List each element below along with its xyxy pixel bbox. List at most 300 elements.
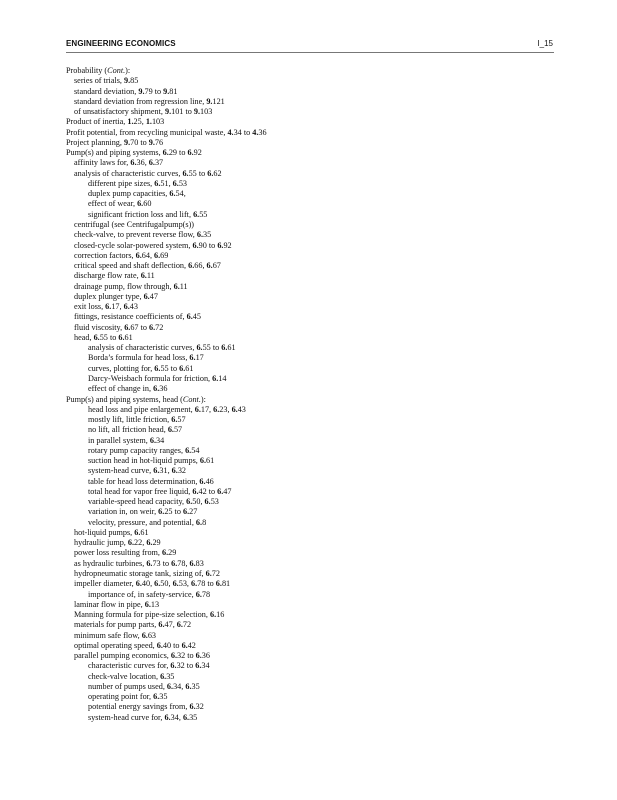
chapter-number: 9. (124, 76, 131, 86)
entry-text: 47 (223, 486, 232, 496)
chapter-number: 6. (162, 548, 169, 558)
entry-text: velocity, pressure, and potential, (88, 517, 196, 527)
entry-text: variation in, on weir, (88, 507, 159, 517)
entry-text: 90 to (198, 240, 218, 250)
index-subsubentry (66, 713, 554, 723)
entry-text: 69 (160, 250, 169, 260)
chapter-number: 6. (196, 343, 203, 353)
entry-text: 60 (143, 199, 152, 209)
entry-text: 63 (147, 630, 157, 640)
chapter-number: 6. (217, 240, 224, 250)
chapter-number: 6. (124, 322, 131, 332)
chapter-number: 6. (171, 466, 178, 476)
chapter-number: 6. (172, 579, 179, 589)
entry-text: in parallel system, (88, 435, 150, 445)
entry-text: 31, (159, 466, 172, 476)
chapter-number: 6. (135, 579, 142, 589)
entry-text: minimum safe flow, (74, 630, 142, 640)
entry-text: Borda’s formula for head loss, (88, 353, 190, 363)
entry-text: Darcy-Weisbach formula for friction, (88, 373, 213, 383)
entry-text: 35 (166, 671, 175, 681)
chapter-number: 6. (189, 353, 196, 363)
chapter-number: 6. (105, 302, 112, 312)
entry-text: materials for pump parts, (74, 620, 159, 630)
entry-text: 22, (134, 538, 147, 548)
entry-text: 103 (151, 117, 165, 127)
chapter-number: 6. (154, 363, 161, 373)
entry-text: 34, (173, 681, 186, 691)
entry-text: 32 to (177, 651, 196, 661)
index-subsubentry (66, 384, 554, 394)
entry-text: suction head in hot-liquid pumps, (88, 456, 200, 466)
index-subsubentry (66, 682, 554, 692)
running-header (66, 39, 553, 53)
entry-text: 73 to (152, 558, 172, 568)
entry-text: head, (74, 332, 94, 342)
index-main-entry (66, 138, 554, 148)
index-subentry (66, 569, 554, 579)
entry-text: 36 (258, 127, 267, 137)
entry-text: 11 (146, 271, 155, 281)
chapter-number: 1. (145, 117, 152, 127)
entry-text: 50, (192, 497, 205, 507)
entry-text: curves, plotting for, (88, 363, 155, 373)
entry-text: 34 (156, 435, 165, 445)
entry-text: 78 (201, 589, 211, 599)
index-subentry (66, 620, 554, 630)
chapter-number: 6. (221, 343, 228, 353)
entry-text: series of trials, (74, 76, 125, 86)
entry-text: discharge flow rate, (74, 271, 141, 281)
entry-text: 51, (160, 178, 173, 188)
entry-text: 57 (177, 415, 186, 425)
chapter-number: 6. (171, 558, 178, 568)
chapter-number: 6. (207, 168, 214, 178)
index-subentry (66, 631, 554, 641)
entry-text: 13 (150, 599, 160, 609)
chapter-number: 6. (127, 538, 135, 548)
entry-text: Pump(s) and piping systems, head ( (66, 394, 183, 404)
entry-text: 47, (164, 620, 177, 630)
entry-text: 35 (191, 681, 200, 691)
chapter-number: 6. (130, 158, 137, 168)
entry-text: power loss resulting from, (74, 548, 163, 558)
entry-text: analysis of characteristic curves, (74, 168, 183, 178)
entry-text: 45 (192, 312, 201, 322)
entry-text: correction factors, (74, 250, 136, 260)
chapter-number: 6. (144, 599, 151, 609)
entry-text: 78, (177, 558, 190, 568)
index-subentry (66, 323, 554, 333)
entry-text: 61 (124, 332, 133, 342)
entry-text: 85 (130, 76, 139, 86)
index-subsubentry (66, 456, 554, 466)
entry-text: duplex plunger type, (74, 291, 144, 301)
entry-text: 43 (129, 302, 138, 312)
index-subsubentry (66, 364, 554, 374)
entry-text: check-valve location, (88, 671, 161, 681)
chapter-number: 6. (192, 240, 199, 250)
chapter-number: 6. (153, 384, 160, 394)
entry-text: 61 (185, 363, 194, 373)
entry-text: fluid viscosity, (74, 322, 125, 332)
entry-text: 40, (141, 579, 155, 589)
chapter-number: 6. (162, 148, 169, 158)
index-subentry (66, 97, 554, 107)
index-subentry (66, 292, 554, 302)
chapter-number: 6. (185, 445, 192, 455)
index-subsubentry (66, 374, 554, 384)
entry-text: 64, (141, 250, 155, 260)
chapter-number: 6. (217, 486, 224, 496)
entry-text: 72 (211, 569, 220, 579)
entry-text: 70 to (130, 137, 149, 147)
index-subentry (66, 302, 554, 312)
header-rule (66, 52, 554, 53)
index-subentry (66, 251, 554, 261)
entry-text: 72 (155, 322, 164, 332)
entry-text: hydraulic jump, (74, 538, 128, 548)
chapter-number: 6. (93, 332, 100, 342)
entry-text: Profit potential, from recycling municipal waste, (66, 127, 228, 137)
chapter-number: 6. (166, 681, 174, 691)
entry-text: 61 (140, 527, 149, 537)
entry-text: table for head loss determination, (88, 476, 200, 486)
entry-text: laminar flow in pipe, (74, 599, 145, 609)
entry-text: 34, (170, 712, 183, 722)
entry-text: 55 to (188, 168, 208, 178)
chapter-number: 6. (148, 158, 155, 168)
chapter-number: 6. (215, 579, 222, 589)
index-subsubentry (66, 436, 554, 446)
chapter-number: 6. (191, 579, 198, 589)
entry-text: 42 (187, 640, 196, 650)
chapter-number: 6. (187, 148, 194, 158)
entry-text: characteristic curves for, (88, 661, 171, 671)
entry-text: 83 (195, 558, 204, 568)
chapter-number: 6. (199, 476, 206, 486)
entry-text: 32 (195, 702, 204, 712)
entry-text: optimal operating speed, (74, 640, 157, 650)
entry-text: impeller diameter, (74, 579, 136, 589)
chapter-number: 6. (206, 261, 213, 271)
chapter-number: 6. (156, 640, 163, 650)
entry-text: 81 (169, 86, 178, 96)
chapter-number: 6. (153, 466, 160, 476)
index-subentry (66, 169, 554, 179)
entry-text: closed-cycle solar-powered system, (74, 240, 193, 250)
entry-text: 27 (189, 507, 198, 517)
entry-text: 25, (133, 117, 146, 127)
entry-text: standard deviation, (74, 86, 139, 96)
index-subentry (66, 230, 554, 240)
entry-text: 66, (194, 261, 207, 271)
chapter-number: 6. (182, 712, 190, 722)
entry-text: 35 (159, 692, 168, 702)
chapter-number: 6. (196, 230, 204, 240)
chapter-number: 6. (160, 671, 167, 681)
chapter-number: 6. (176, 620, 183, 630)
index-subsubentry (66, 199, 554, 209)
chapter-number: 6. (146, 538, 153, 548)
entry-text: hydropneumatic storage tank, sizing of, (74, 569, 206, 579)
entry-text: ): (200, 394, 206, 404)
entry-text: 103 (200, 107, 213, 117)
entry-text: 23, (219, 404, 232, 414)
chapter-number: 6. (179, 363, 186, 373)
index-subentry (66, 559, 554, 569)
chapter-number: 6. (170, 661, 177, 671)
entry-text: ): (125, 66, 131, 75)
entry-text: 57 (173, 425, 183, 435)
index-subentry (66, 600, 554, 610)
index-subsubentry (66, 661, 554, 671)
chapter-number: 6. (186, 312, 193, 322)
entry-text: Manning formula for pipe-size selection, (74, 610, 210, 620)
index-subsubentry (66, 353, 554, 363)
entry-text: 34 (201, 661, 210, 671)
chapter-number: 6. (134, 527, 141, 537)
entry-text: 61 (227, 343, 236, 353)
index-subentry (66, 158, 554, 168)
entry-text: 35 (189, 712, 198, 722)
page-number: I_15 (537, 39, 553, 48)
chapter-number: 6. (213, 404, 220, 414)
entry-text: variable-speed head capacity, (88, 497, 187, 507)
chapter-number: 6. (231, 404, 238, 414)
entry-text: 55 to (202, 343, 222, 353)
entry-text: 121 (212, 96, 225, 106)
chapter-number: 6. (189, 558, 196, 568)
entry-text: 8 (202, 517, 207, 527)
entry-text: 35 (203, 230, 212, 240)
chapter-number: 6. (153, 692, 160, 702)
entry-text: potential energy savings from, (88, 702, 190, 712)
chapter-number: 6. (172, 178, 179, 188)
chapter-number: 6. (205, 569, 212, 579)
entry-text: rotary pump capacity ranges, (88, 445, 186, 455)
entry-text: system-head curve, (88, 466, 154, 476)
chapter-number: 6. (189, 702, 196, 712)
entry-text: effect of change in, (88, 384, 154, 394)
chapter-number: 6. (141, 630, 148, 640)
entry-text: different pipe sizes, (88, 178, 155, 188)
entry-text: 76 (154, 137, 164, 147)
index-main-entry (66, 66, 554, 76)
chapter-number: 1. (127, 117, 134, 127)
entry-text: 17, (200, 404, 214, 414)
chapter-number: 6. (186, 497, 193, 507)
index-subentry (66, 651, 554, 661)
index-subentry (66, 271, 554, 281)
entry-text: 62 (213, 168, 222, 178)
chapter-number: 6. (195, 517, 203, 527)
chapter-number: 6. (199, 456, 207, 466)
index-subentry (66, 610, 554, 620)
chapter-number: 6. (182, 507, 190, 517)
entry-text: 53, (178, 579, 191, 589)
index-main-entry (66, 117, 554, 127)
chapter-number: 9. (206, 96, 213, 106)
chapter-number: 6. (195, 661, 202, 671)
chapter-number: 6. (170, 651, 177, 661)
index-subentry (66, 220, 554, 230)
chapter-number: 6. (182, 168, 189, 178)
entry-text: 55 to (99, 332, 119, 342)
entry-text: importance of, in safety-service, (88, 589, 196, 599)
entry-text: 53 (210, 497, 219, 507)
entry-text: operating point for, (88, 692, 154, 702)
entry-text: 92 (193, 148, 202, 158)
entry-text: 36 (159, 384, 168, 394)
chapter-number: 6. (143, 291, 150, 301)
entry-text: 81 (221, 579, 231, 589)
index-subsubentry (66, 692, 554, 702)
chapter-number: 6. (181, 640, 188, 650)
entry-text: 55 (199, 209, 208, 219)
chapter-number: 6. (154, 250, 161, 260)
chapter-number: 6. (149, 435, 156, 445)
entry-text: duplex pump capacities, (88, 189, 170, 199)
index-subentry (66, 641, 554, 651)
chapter-number: 6. (167, 425, 174, 435)
entry-text: 42 to (198, 486, 218, 496)
entry-text: 55 to (160, 363, 180, 373)
entry-text: of unsatisfactory shipment, (74, 107, 165, 117)
chapter-number: 6. (164, 712, 171, 722)
chapter-number: 6. (209, 610, 217, 620)
chapter-number: 6. (188, 261, 195, 271)
entry-text: critical speed and shaft deflection, (74, 261, 189, 271)
chapter-number: 6. (195, 589, 202, 599)
book-title: ENGINEERING ECONOMICS (66, 39, 176, 48)
chapter-number: 6. (195, 651, 202, 661)
index-subsubentry (66, 590, 554, 600)
index-subentry (66, 538, 554, 548)
chapter-number: 6. (171, 415, 178, 425)
chapter-number: 6. (154, 579, 161, 589)
chapter-number: 6. (123, 302, 130, 312)
entry-text: 14 (218, 373, 227, 383)
entry-text: 17, (111, 302, 124, 312)
entry-text: 43 (237, 404, 246, 414)
chapter-number: 4. (252, 127, 259, 137)
index-subentry (66, 261, 554, 271)
entry-text: number of pumps used, (88, 681, 167, 691)
entry-text: Probability ( (66, 66, 108, 75)
entry-text: 67 (212, 261, 221, 271)
chapter-number: 9. (164, 107, 172, 117)
index-main-entry (66, 148, 554, 158)
index-subsubentry (66, 446, 554, 456)
chapter-number: 9. (138, 86, 145, 96)
chapter-number: 6. (212, 373, 219, 383)
chapter-number: 9. (148, 137, 155, 147)
entry-text: total head for vapor free liquid, (88, 486, 193, 496)
index-subentry (66, 76, 554, 86)
entry-text: hot-liquid pumps, (74, 527, 135, 537)
index-subsubentry (66, 518, 554, 528)
entry-text: no lift, all friction head, (88, 425, 168, 435)
entry-text: 32 to (176, 661, 196, 671)
entry-text: system-head curve for, (88, 712, 165, 722)
entry-text: Cont. (182, 394, 201, 404)
chapter-number: 6. (204, 497, 211, 507)
entry-text: 34 to (233, 127, 253, 137)
chapter-number: 9. (163, 86, 170, 96)
entry-text: 46 (205, 476, 214, 486)
entry-text: 25 to (164, 507, 183, 517)
entry-text: significant friction loss and lift, (88, 209, 194, 219)
entry-text: 53 (178, 178, 187, 188)
index-subsubentry (66, 210, 554, 220)
entry-text: 17 (195, 353, 204, 363)
index-subsubentry (66, 179, 554, 189)
index-subentry (66, 548, 554, 558)
index-subentry (66, 528, 554, 538)
chapter-number: 6. (146, 558, 153, 568)
index-subentry (66, 241, 554, 251)
index-subentry (66, 107, 554, 117)
chapter-number: 6. (118, 332, 125, 342)
entry-text: standard deviation from regression line, (74, 96, 207, 106)
entry-text: 101 to (171, 107, 194, 117)
index-subsubentry (66, 487, 554, 497)
chapter-number: 6. (154, 178, 161, 188)
entry-text: 67 to (130, 322, 149, 332)
entry-text: 54, (175, 189, 186, 199)
index-subsubentry (66, 497, 554, 507)
index-subentry (66, 579, 554, 589)
index-subsubentry (66, 466, 554, 476)
entry-text: 79 to (144, 86, 164, 96)
index-subsubentry (66, 702, 554, 712)
entry-text: mostly lift, little friction, (88, 415, 172, 425)
index-subsubentry (66, 425, 554, 435)
chapter-number: 6. (137, 199, 144, 209)
entry-text: 36 (201, 651, 210, 661)
entry-text: 32 (177, 466, 186, 476)
entry-text: drainage pump, flow through, (74, 281, 174, 291)
chapter-number: 6. (140, 271, 147, 281)
chapter-number: 6. (194, 404, 201, 414)
chapter-number: 6. (192, 486, 199, 496)
entry-text: Project planning, (66, 137, 124, 147)
entry-text: head loss and pipe enlargement, (88, 404, 195, 414)
entry-text: effect of wear, (88, 199, 138, 209)
entry-text: 29 (168, 548, 177, 558)
entry-text: 72 (182, 620, 192, 630)
entry-text: exit loss, (74, 302, 106, 312)
entry-text: as hydraulic turbines, (74, 558, 147, 568)
index-subentry (66, 282, 554, 292)
chapter-number: 6. (169, 189, 176, 199)
entry-text: 92 (223, 240, 232, 250)
entry-text: 37 (154, 158, 164, 168)
chapter-number: 6. (193, 209, 200, 219)
index-subentry (66, 333, 554, 343)
entry-text: 47 (149, 291, 158, 301)
entry-text: 29 to (168, 148, 188, 158)
chapter-number: 6. (173, 281, 180, 291)
entry-text: 29 (152, 538, 161, 548)
entry-text: 54 (191, 445, 200, 455)
index-subentry (66, 87, 554, 97)
chapter-number: 9. (193, 107, 200, 117)
entry-text: 36, (136, 158, 149, 168)
chapter-number: 6. (135, 250, 142, 260)
index-subsubentry (66, 507, 554, 517)
